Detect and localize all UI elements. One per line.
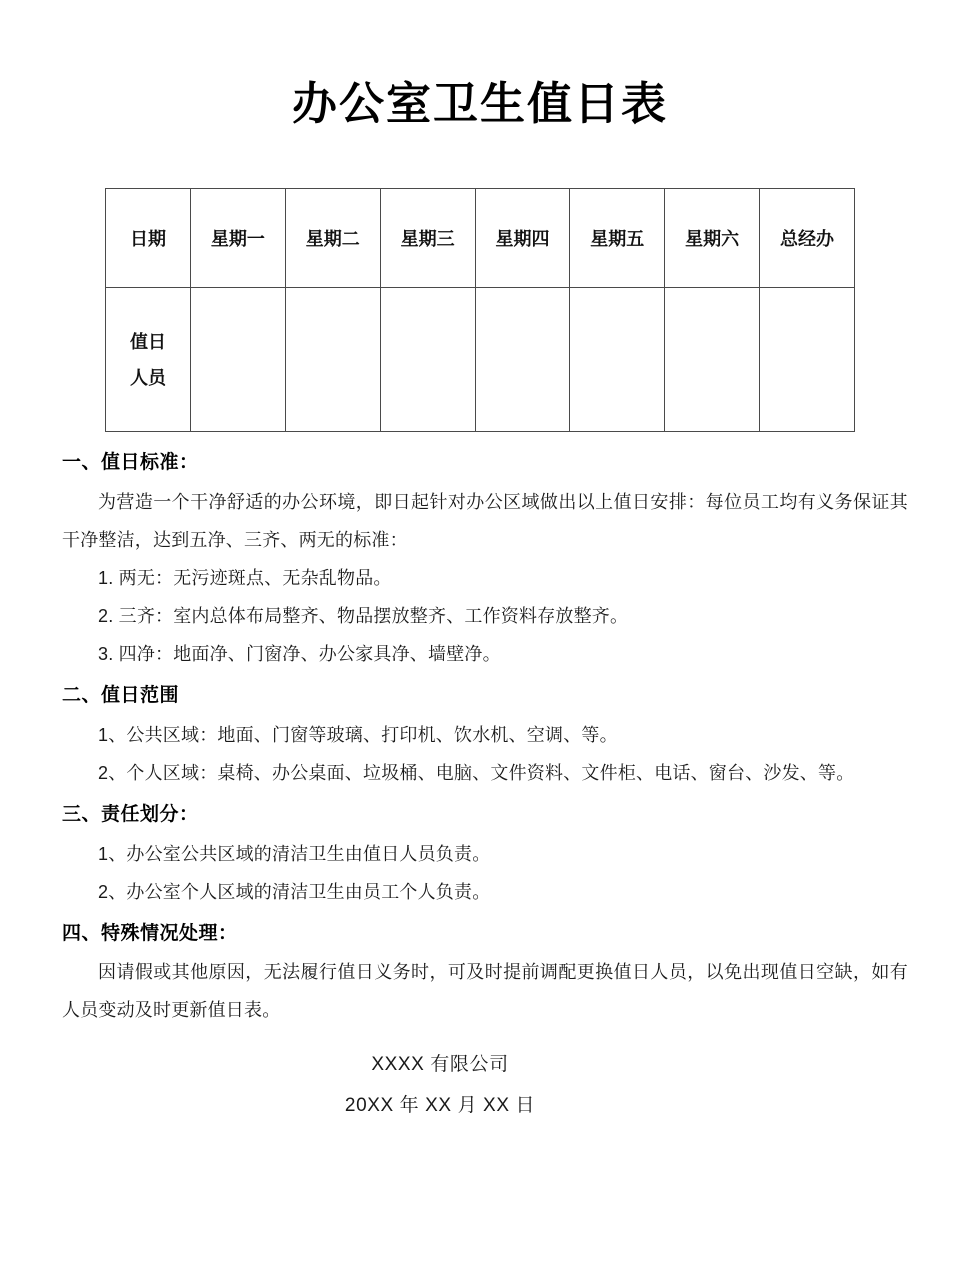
table-cell-tuesday[interactable]	[285, 288, 380, 432]
section-list-2	[62, 716, 908, 792]
table-row	[106, 288, 855, 432]
section-heading-3: 三、责任划分：	[62, 804, 199, 826]
table-header-cell-thursday: 星期四	[475, 189, 570, 288]
list-item: 3. 四净：地面净、门窗净、办公家具净、墙壁净。	[98, 644, 501, 665]
section-duty-standards	[62, 440, 908, 673]
list-item: 2、办公室个人区域的清洁卫生由员工个人负责。	[98, 881, 491, 902]
table-header-cell-tuesday: 星期二	[285, 189, 380, 288]
list-item: 2. 三齐：室内总体布局整齐、物品摆放整齐、工作资料存放整齐。	[98, 606, 629, 627]
section-list-3	[62, 835, 908, 911]
table-cell-saturday[interactable]	[665, 288, 760, 432]
page-title: 办公室卫生值日表	[291, 78, 668, 129]
section-heading-4: 四、特殊情况处理：	[62, 922, 238, 944]
signature-block	[62, 1030, 908, 1128]
list-item: 1、公共区域：地面、门窗等玻璃、打印机、饮水机、空调、等。	[98, 724, 618, 745]
table-header-cell-monday: 星期一	[191, 189, 286, 288]
duty-table	[105, 188, 855, 432]
section-list-1	[62, 559, 908, 673]
table-cell-thursday[interactable]	[475, 288, 570, 432]
table-cell-wednesday[interactable]	[380, 288, 475, 432]
table-cell-monday[interactable]	[191, 288, 286, 432]
list-item: 1. 两无：无污迹斑点、无杂乱物品。	[98, 567, 392, 588]
row-label-line-2: 人员	[130, 367, 166, 388]
table-header-row	[106, 189, 855, 288]
list-item: 1、办公室公共区域的清洁卫生由值日人员负责。	[98, 843, 491, 864]
row-label-line-1: 值日	[130, 331, 166, 352]
section-heading-1: 一、值日标准：	[62, 452, 199, 474]
document-body	[0, 432, 960, 1127]
section-duty-scope	[62, 673, 908, 792]
table-cell-friday[interactable]	[570, 288, 665, 432]
table-header-cell-saturday: 星期六	[665, 189, 760, 288]
table-header-cell-general-office: 总经办	[760, 189, 855, 288]
table-header-cell-date: 日期	[106, 189, 191, 288]
section-paragraph-1: 为营造一个干净舒适的办公环境，即日起针对办公区域做出以上值日安排：每位员工均有义务保证其干净整洁，达到五净、三齐、两无的标准：	[62, 491, 908, 550]
table-header-cell-wednesday: 星期三	[380, 189, 475, 288]
table-cell-general-office[interactable]	[760, 288, 855, 432]
signature-company: XXXX 有限公司	[371, 1053, 509, 1075]
section-paragraph-4: 因请假或其他原因，无法履行值日义务时，可及时提前调配更换值日人员，以免出现值日空缺，如有人员变动及时更新值日表。	[62, 962, 908, 1021]
signature-date: 20XX 年 XX 月 XX 日	[344, 1095, 536, 1117]
table-row-label-duty-staff	[106, 288, 191, 432]
section-heading-2: 二、值日范围	[62, 685, 180, 707]
section-responsibility-division	[62, 792, 908, 911]
duty-table-container	[0, 132, 960, 432]
section-special-cases	[62, 911, 908, 1030]
list-item: 2、个人区域：桌椅、办公桌面、垃圾桶、电脑、文件资料、文件柜、电话、窗台、沙发、等。	[98, 762, 855, 783]
table-header-cell-friday: 星期五	[570, 189, 665, 288]
